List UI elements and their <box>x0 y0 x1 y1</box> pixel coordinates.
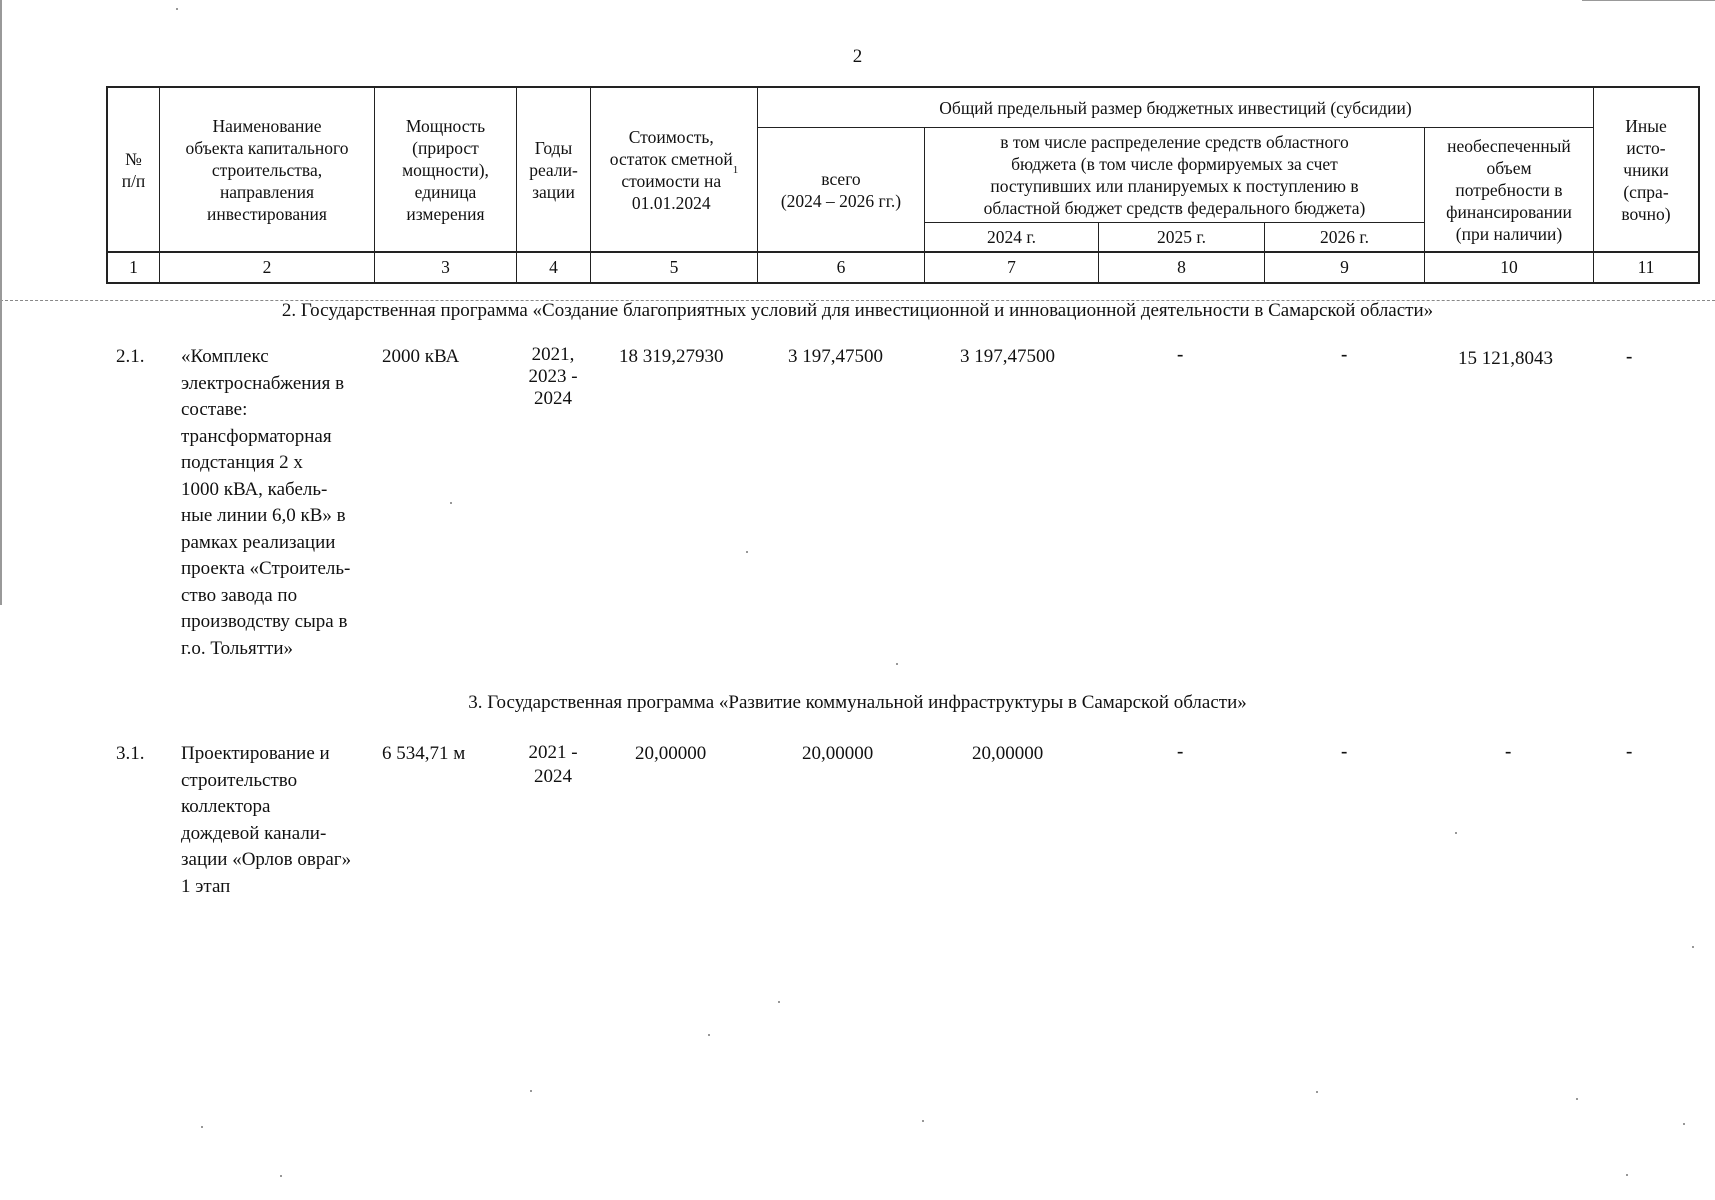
row-cost: 18 319,27930 <box>619 346 724 367</box>
header-number: 10 <box>1500 257 1518 277</box>
scan-speck <box>896 663 898 665</box>
row-power: 6 534,71 м <box>382 743 466 764</box>
header-col-total: всего (2024 – 2026 гг.) <box>780 168 902 211</box>
scan-speck <box>450 502 452 504</box>
row-2024: 3 197,47500 <box>960 346 1055 367</box>
row-other: - <box>1626 741 1633 762</box>
header-col-total-group: Общий предельный размер бюджетных инвестиций (субсидии) <box>939 97 1412 118</box>
scan-speck <box>1692 946 1694 948</box>
scan-speck <box>922 1120 924 1122</box>
header-col-cost-footnote: 1 <box>732 163 739 176</box>
scan-speck <box>1683 1123 1685 1125</box>
scan-speck <box>1455 832 1457 834</box>
row-name: Проектирование и строительство коллектора дождевой канали- зации «Орлов овраг» 1 этап <box>181 743 352 897</box>
header-col-distribution: в том числе распределение средств областного бюджета (в том числе формируемых за счет поступивших или планируемых к поступлению в областной бюджет средств федерального бюджета) <box>983 132 1366 218</box>
scan-edge <box>0 0 2 605</box>
row-unfunded: 15 121,8043 <box>1458 348 1553 369</box>
header-number: 4 <box>549 257 558 277</box>
row-number: 2.1. <box>116 346 145 367</box>
row-2026: - <box>1341 344 1348 365</box>
row-total: 3 197,47500 <box>788 346 883 367</box>
header-col-name: Наименование объекта капитального строительства, направления инвестирования <box>185 115 349 224</box>
row-unfunded: - <box>1505 741 1512 762</box>
page-number: 2 <box>852 46 863 67</box>
scan-speck <box>530 1090 532 1092</box>
header-col-2024: 2024 г. <box>987 227 1036 247</box>
header-col-cost <box>591 88 757 251</box>
header-col-years: Годы реали- зации <box>529 137 578 202</box>
scan-speck <box>746 551 748 553</box>
header-number: 6 <box>836 257 846 277</box>
row-2025: - <box>1177 741 1184 762</box>
header-col-power: Мощность (прирост мощности), единица измерения <box>402 115 489 224</box>
header-col-unfunded: необеспеченный объем потребности в финансировании (при наличии) <box>1446 135 1572 244</box>
scan-edge <box>1582 0 1715 1</box>
header-number: 5 <box>669 257 679 277</box>
section-title: 3. Государственная программа «Развитие коммунальной инфраструктуры в Самарской области» <box>468 692 1247 713</box>
row-years: 2021, 2023 - 2024 <box>528 344 578 409</box>
scan-speck <box>708 1034 710 1036</box>
scan-speck <box>176 8 178 10</box>
table-border-right <box>1698 86 1700 284</box>
row-cost: 20,00000 <box>635 743 707 764</box>
scan-speck <box>201 1126 203 1128</box>
row-2025: - <box>1177 344 1184 365</box>
header-number: 3 <box>441 257 450 277</box>
table-border-bottom <box>106 282 1700 284</box>
scan-speck <box>778 1001 780 1003</box>
scan-speck <box>1576 1098 1578 1100</box>
header-number: 7 <box>1007 257 1016 277</box>
header-col-cost-text: Стоимость, остаток сметной стоимости на 01.01.2024 <box>609 126 733 213</box>
header-col-other: Иные исто- чники (спра- вочно) <box>1621 115 1671 224</box>
header-number: 1 <box>129 257 138 277</box>
header-col-2025: 2025 г. <box>1157 227 1206 247</box>
row-2026: - <box>1341 741 1348 762</box>
scan-speck <box>1316 1091 1318 1093</box>
header-col-no: № п/п <box>121 148 146 191</box>
row-name: «Комплекс электроснабжения в составе: трансформаторная подстанция 2 х 1000 кВА, кабель- ные линии 6,0 кВ» в рамках реализации проекта «Строитель- ство завода по производству сыра в г.о. Тольятти» <box>181 346 351 659</box>
header-number: 8 <box>1177 257 1186 277</box>
header-number: 11 <box>1637 257 1655 277</box>
row-years: 2021 - 2024 <box>528 742 578 787</box>
header-table <box>106 86 1700 284</box>
row-total: 20,00000 <box>802 743 874 764</box>
row-other: - <box>1626 346 1633 367</box>
header-number: 9 <box>1340 257 1349 277</box>
row-power: 2000 кВА <box>382 346 460 367</box>
header-col-2026: 2026 г. <box>1320 227 1369 247</box>
header-number: 2 <box>262 257 272 277</box>
section-title: 2. Государственная программа «Создание благоприятных условий для инвестиционной и инновационной деятельности в Самарской области» <box>281 300 1434 321</box>
scan-speck <box>280 1175 282 1177</box>
row-2024: 20,00000 <box>972 743 1044 764</box>
scan-speck <box>1626 1174 1628 1176</box>
row-number: 3.1. <box>116 743 145 764</box>
